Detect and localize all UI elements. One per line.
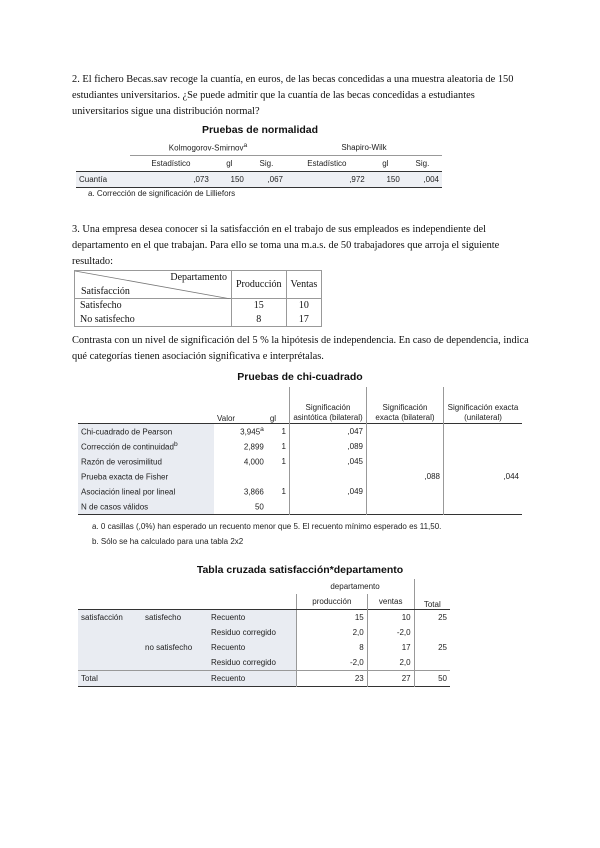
normality-table [76,140,442,188]
row-label: Razón de verosimilitud [78,454,214,469]
cell: 25 [414,610,450,626]
normality-table-title: Pruebas de normalidad [201,124,319,136]
col-header: Sig. [415,159,430,168]
cell [267,499,290,515]
cell: 10 [298,300,309,312]
cell [367,439,444,454]
cell: 3,945$^a$ [240,426,264,437]
cell: 1 [267,484,290,499]
chi-row [78,499,522,515]
cell: 2,0 [297,625,368,640]
diag-top-label: Departamento [170,272,227,283]
crosstab-title: Tabla cruzada satisfacción*departamento [196,564,404,576]
chi-row [78,484,522,499]
chi-table-title: Pruebas de chi-cuadrado [237,371,363,383]
row-label: Satisfecho [75,299,232,313]
var-label: satisfacción [78,610,142,626]
cell [290,469,367,484]
cell: ,044 [503,472,519,481]
row-label: No satisfecho [75,313,232,327]
diag-bottom-label: Satisfacción [81,286,130,297]
cell: 17 [367,640,414,655]
cell: ,972 [349,175,365,184]
cell: 15 [297,610,368,626]
question-2-text: 2. El fichero Becas.sav recoge la cuantía, en euros, de las becas concedidas a una muestra aleatoria de 150 estudiantes universitarios. ¿Se puede admitir que la cuantía de las becas concedidas a estudiantes universitarios sigue una distribución normal? [72,74,514,117]
col-header: gl [226,159,233,168]
cell: ,045 [290,454,367,469]
cell [367,424,444,440]
cell: 3,866 [243,487,264,497]
chi-square-rows [78,424,522,515]
cell: 10 [367,610,414,626]
chi-note-a: a. 0 casillas (,0%) han esperado un recuento menor que 5. El recuento mínimo esperado es 11,50. [92,522,442,531]
col-header: Significación exacta (unilateral) [447,403,519,422]
cell: 1 [267,424,290,440]
cell: 17 [298,313,309,325]
col-header: producción [297,594,368,610]
cell: 25 [414,640,450,655]
col-header: Total [414,579,450,610]
cell [290,499,367,515]
category-label: satisfecho [142,610,208,626]
cell: ,049 [290,484,367,499]
cell [414,625,450,640]
cell: 50 [254,502,264,512]
col-header: ventas [367,594,414,610]
cell: 1 [267,454,290,469]
cell: 50 [414,671,450,687]
cell: ,067 [267,175,283,184]
row-label: N de casos válidos [78,499,214,515]
row-label: Chi-cuadrado de Pearson [78,424,214,440]
cell [367,454,444,469]
chi-square-table [78,387,522,515]
cell [367,499,444,515]
col-header: Significación asintótica (bilateral) [290,387,367,424]
cell [267,469,290,484]
col-header: Estadístico [151,159,191,168]
col-header: Valor [217,414,236,423]
cell: -2,0 [367,625,414,640]
col-header: Producción [232,271,287,299]
cell [444,499,523,515]
contrast-text: Contrasta con un nivel de significación del 5 % la hipótesis de independencia. En caso de dependencia, indica qué categorías tienen asociación significativa e interprétalas. [72,335,529,362]
chi-row [78,439,522,454]
col-header: gl [267,387,290,424]
cell [444,484,523,499]
cell [367,484,444,499]
col-header: Sig. [259,159,274,168]
total-label: Total [78,671,208,687]
row-label: Prueba exacta de Fisher [78,469,214,484]
contingency-table [74,270,322,327]
cell: -2,0 [297,655,368,671]
cell: ,088 [367,469,444,484]
cell: 150 [230,175,244,184]
normality-footnote: a. Corrección de significación de Lilliefors [88,189,236,198]
category-label: no satisfecho [142,640,208,655]
cell: 2,0 [367,655,414,671]
cell [414,655,450,671]
cell: 15 [232,299,287,313]
col-header: Estadístico [307,159,347,168]
question-3-text: 3. Una empresa desea conocer si la satisfacción en el trabajo de sus empleados es independiente del departamento en el que trabajan. Para ello se toma una m.a.s. de 50 trabajadores que arroja el siguiente resultado: [72,224,500,267]
stat-label: Recuento [208,610,297,626]
cell: 8 [297,640,368,655]
chi-row [78,469,522,484]
stat-label: Recuento [208,640,297,655]
group-header: departamento [330,582,380,591]
col-header: gl [382,159,389,168]
cell [444,439,523,454]
cell: ,073 [193,175,209,184]
row-label: Asociación lineal por lineal [78,484,214,499]
ks-group-header: Kolmogorov-Smirnov$^a$ [130,140,286,156]
col-header: Significación exacta (bilateral) [367,387,444,424]
row-label: Cuantía [79,175,108,184]
cell: ,004 [423,175,439,184]
cell: 27 [367,671,414,687]
cell: 23 [297,671,368,687]
cell [444,454,523,469]
cell [444,424,523,440]
chi-note-b: b. Sólo se ha calculado para una tabla 2x2 [92,537,244,546]
cell: 2,899 [243,442,264,452]
col-header: Ventas [286,271,322,299]
cell: 150 [386,175,400,184]
chi-row [78,424,522,440]
cell: 4,000 [243,457,264,467]
crosstab-table [78,579,450,687]
stat-label: Residuo corregido [208,625,297,640]
stat-label: Recuento [208,671,297,687]
row-label: Corrección de continuidad$^b$ [78,439,214,454]
cell: 8 [232,313,287,327]
cell: 1 [267,439,290,454]
cell [214,469,267,484]
chi-row [78,454,522,469]
stat-label: Residuo corregido [208,655,297,671]
cell: ,047 [290,424,367,440]
sw-group-header: Shapiro-Wilk [286,140,442,156]
diagonal-header-cell [75,271,232,299]
cell: ,089 [290,439,367,454]
